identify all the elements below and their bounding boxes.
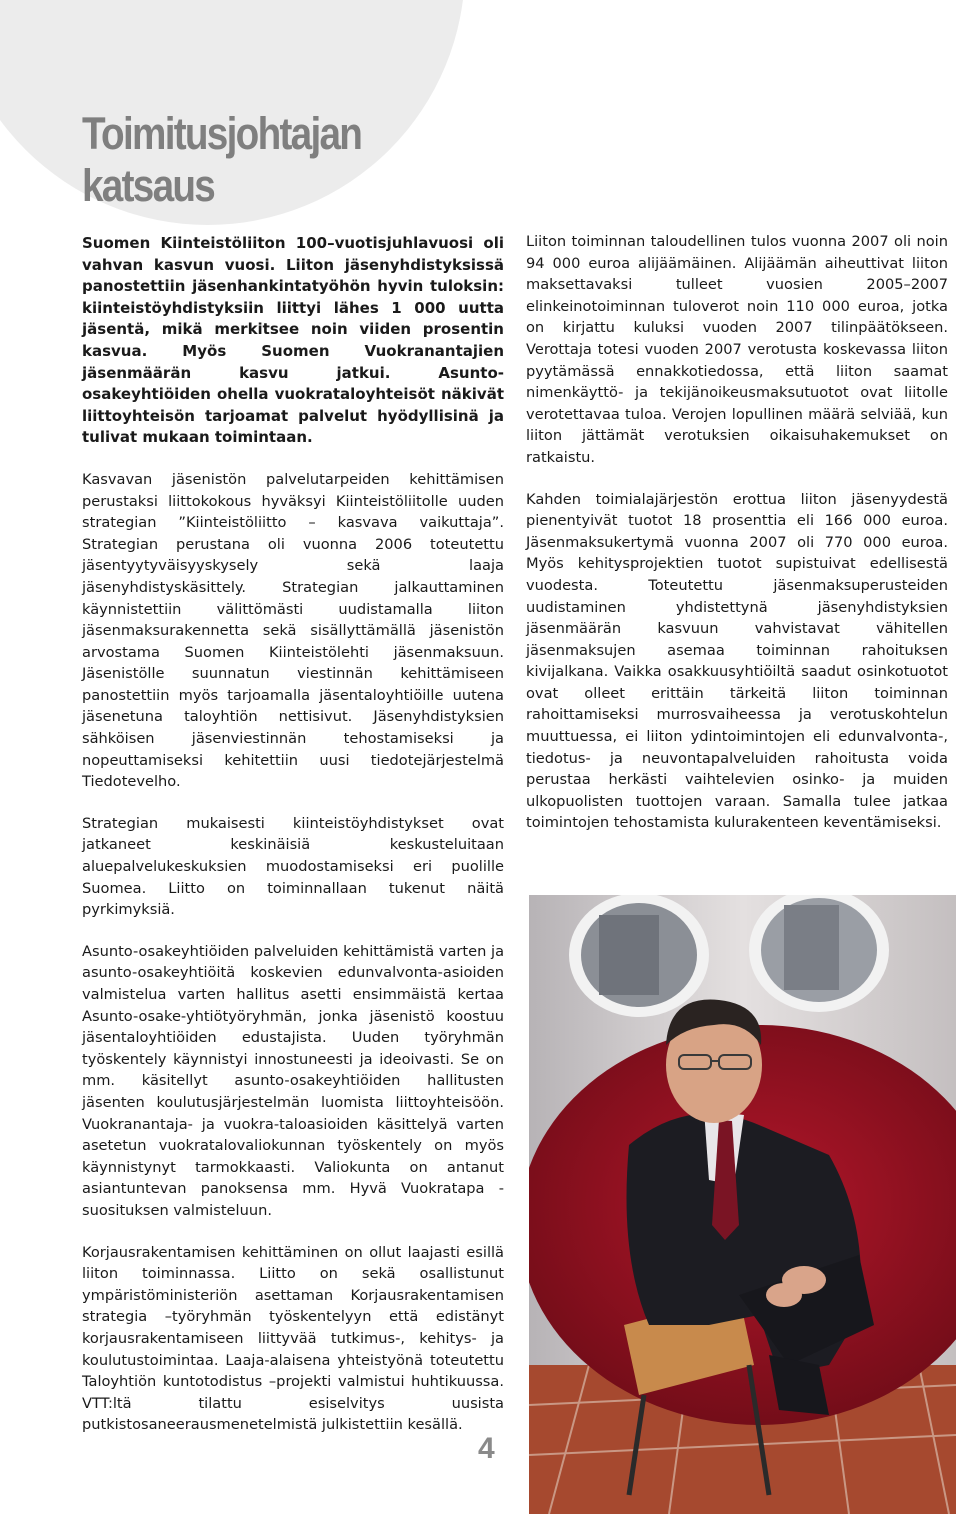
right-column [526,231,948,854]
page-number: 4 [478,1432,495,1465]
title-line-2: katsaus [82,160,215,211]
paragraph-renovation: Korjausrakentamisen kehittäminen on ollut laajasti esillä liiton toiminnassa. Liitto on sekä osallistunut ympäristöministeriön asettaman Korjausrakentamisen strategia –työryhmän työskentelyyn että edistänyt korjausrakentamiseen liittyvää tutkimus-, kehitys- ja koulutustoimintaa. Laaja-alaisena yhteistyönä toteutettu Taloyhtiön kuntotodistus –projekti valmistui huhtikuussa. VTT:ltä tilattu esiselvitys uusista putkistosaneerausmenetelmistä julkistettiin kesällä. [82,1243,504,1434]
paragraph-financial-result: Liiton toiminnan taloudellinen tulos vuonna 2007 oli noin 94 000 euroa alijäämäinen. Alijäämän aiheuttivat liiton maksettavaksi tulleet vuosien 2005–2007 elinkeinotoiminnan tuloverot noin 110 000 euroa, jotka on kirjattu kuluksi vuoden 2007 tilinpäätökseen. Verottaja totesi vuoden 2007 verotusta koskevassa liiton pyytämässä ennakkotiedossa, että liiton saamat nimenkäyttö- ja tekijänoikeusmaksutuotot ovat liitolle verotettavaa tuloa. Verojen lopullinen määrä selviää, kun liiton jättämät verotuksien oikaisuhakemukset on ratkaistu. [526,233,948,466]
paragraph-revenue: Kahden toimialajärjestön erottua liiton jäsenyydestä pienentyivät tuotot 18 prosenttia eli 166 000 euroa. Jäsenmaksukertymä vuonna 2007 oli 770 000 euroa. Myös kehitysprojektien tuotot supistuivat edellisestä vuodesta. Toteutettu jäsenmaksuperusteiden uudistaminen yhdistettynä jäsenyhdistyksien jäsenmäärän kasvuun vahvistavat vähitellen jäsenmaksujen asemaa toiminnan rahoituksen kivijalkana. Vaikka osakkuusyhtiöiltä saadut osinkotuotot ovat olleet erittäin tärkeitä liiton toiminnan rahoittamiseksi murrosvaiheessa ja verotuskohtelun muuttuessa, ei liiton ydintoimintojen eli edunvalvonta-, tiedotus- ja neuvontapalveluiden rahoitusta voida perustaa herkästi vaihtelevien osinko- ja muiden ulkopuolisten tuottojen varaan. Samalla tulee jatkaa toimintojen tehostamista kulurakenteen keventämiseksi. [526,490,948,832]
page-title [82,108,361,212]
paragraph-strategy: Kasvavan jäsenistön palvelutarpeiden kehittämisen perustaksi liittokokous hyväksyi Kiinteistöliitolle uuden strategian ”Kiinteistöliitto – kasvava vaikuttaja”. Strategian perustana oli vuonna 2006 toteutettu jäsentyytyväisyyskysely sekä laaja jäsenyhdistyskäsittely. Strategian jalkauttaminen käynnistettiin välittömästi uudistamalla liiton jäsenmaksurakennetta sekä sisällyttämällä jäsenistön arvostama Suomen Kiinteistölehti jäsenmaksuun. Jäsenistölle suunnatun viestinnän kehittämiseen panostettiin myös tarjoamalla jäsentaloyhtiöille uutena jäsenetuna taloyhtiön nettisivut. Jäsenyhdistyksien sähköisen jäsenviestinnän tehostamiseksi ja nopeuttamiseksi kehitettiin uusi tiedotejärjestelmä Tiedotevelho. [82,470,504,791]
paragraph-housing-companies: Asunto-osakeyhtiöiden palveluiden kehittämistä varten ja asunto-osakeyhtiöitä koskevien edunvalvonta-asioiden valmistelua varten hallitus asetti ensimmäistä kertaa Asunto-osake-yhtiötyöryhmän, jonka jäsenistö koostuu jäsentaloyhtiöiden edustajista. Uuden työryhmän työskentely käynnistyi innostuneesti ja ideoivasti. Se on mm. käsitellyt asunto-osakeyhtiöiden hallitusten jäsenten koulutusjärjestelmän luomista liittoyhteisöön. Vuokranantaja- ja vuokra-taloasioiden käsittelyä varten asetetun vuokratalovaliokunnan työskentely on myös käynnistynyt tarmokkaasti. Valiokunta on antanut asiantuntevan panoksensa mm. Hyvä Vuokratapa -suosituksen valmisteluun. [82,942,505,1219]
paragraph-regional: Strategian mukaisesti kiinteistöyhdistykset ovat jatkaneet keskinäisiä keskusteluitaan aluepalvelukeskuksien muodostamiseksi eri puolille Suomea. Liitto on toiminnallaan tukenut näitä pyrkimyksiä. [82,814,504,919]
left-column [82,233,504,1456]
lead-paragraph: Suomen Kiinteistöliiton 100–vuotisjuhlavuosi oli vahvan kasvun vuosi. Liiton jäsenyhdistyksissä panostettiin jäsenhankintatyöhön hyvin tuloksin: kiinteistöyhdistyksiin liittyi lähes 1 000 uutta jäsentä, mikä merkitsee noin viiden prosentin kasvua. Myös Suomen Vuokranantajien jäsenmäärän kasvu jatkui. Asunto-osakeyhtiöiden ohella vuokrataloyhteisöt näkivät liittoyhteisön tarjoamat palvelut hyödyllisinä ja tulivat mukaan toimintaan. [82,234,504,447]
title-line-1: Toimitusjohtajan [82,108,362,159]
ceo-photo [529,895,956,1514]
ceo-photo-illustration [529,895,956,1514]
